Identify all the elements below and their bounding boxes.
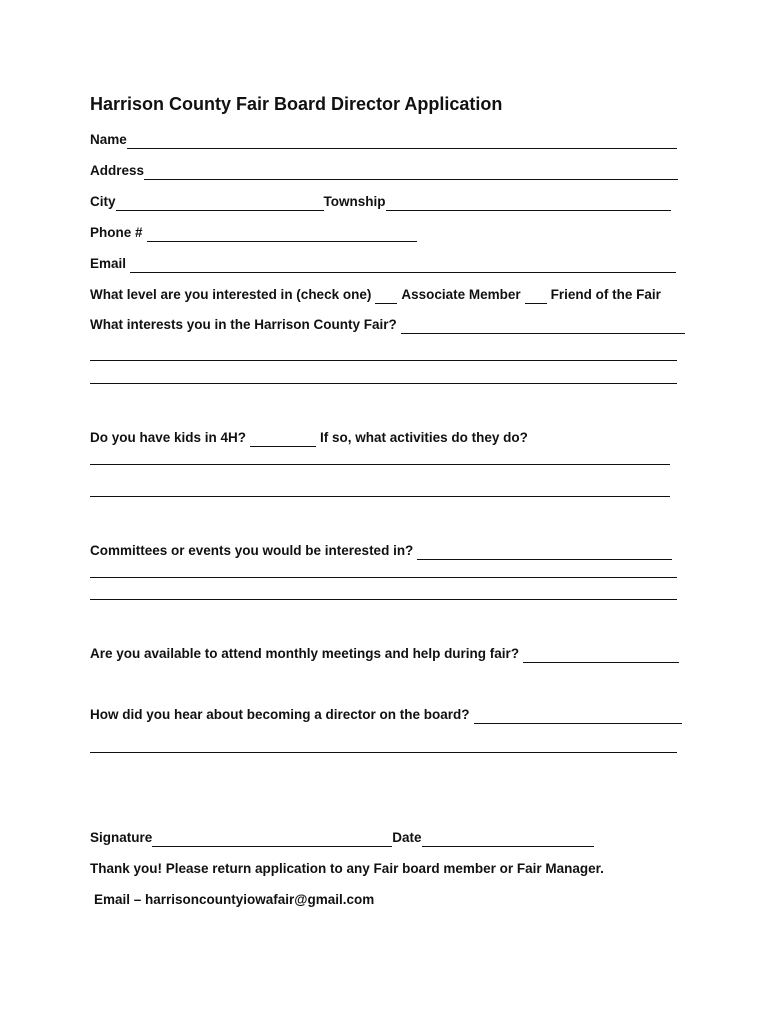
signature-date-row (90, 829, 594, 847)
kids-question: Do you have kids in 4H? (90, 430, 247, 445)
form-title: Harrison County Fair Board Director Application (90, 94, 503, 114)
associate-member-label: Associate Member (401, 287, 521, 302)
committees-question: Committees or events you would be interested in? (90, 543, 414, 558)
city-label: City (90, 194, 116, 209)
email-field[interactable] (130, 258, 676, 273)
phone-label: Phone # (90, 225, 143, 240)
committees-answer-line-2[interactable] (90, 599, 677, 600)
interests-question: What interests you in the Harrison County Fair? (90, 317, 397, 332)
kids-row (90, 429, 528, 447)
date-field[interactable] (422, 832, 594, 847)
hear-field[interactable] (474, 709, 682, 724)
hear-answer-line[interactable] (90, 752, 677, 753)
city-field[interactable] (116, 196, 324, 211)
address-row (90, 162, 678, 180)
availability-row (90, 645, 679, 663)
level-row (90, 286, 661, 304)
kids-field[interactable] (250, 432, 316, 447)
city-township-row (90, 193, 671, 211)
interests-answer-line-1[interactable] (90, 360, 677, 361)
email-label: Email (90, 256, 127, 271)
contact-email-text: Email – harrisoncountyiowafair@gmail.com (94, 892, 375, 907)
interests-field[interactable] (401, 319, 685, 334)
committees-field[interactable] (417, 545, 672, 560)
township-label: Township (323, 194, 386, 209)
name-row (90, 131, 677, 149)
availability-question: Are you available to attend monthly meetings and help during fair? (90, 646, 520, 661)
phone-field[interactable] (147, 227, 417, 242)
friend-of-fair-label: Friend of the Fair (550, 287, 661, 302)
contact-email-row (94, 891, 374, 909)
hear-question: How did you hear about becoming a director on the board? (90, 707, 470, 722)
hear-row (90, 706, 682, 724)
availability-field[interactable] (523, 648, 679, 663)
signature-label: Signature (90, 830, 153, 845)
committees-answer-line-1[interactable] (90, 577, 677, 578)
interests-answer-line-2[interactable] (90, 383, 677, 384)
friend-of-fair-checkbox[interactable] (525, 289, 547, 304)
kids-followup: If so, what activities do they do? (320, 430, 528, 445)
thank-you-row (90, 860, 604, 878)
date-label: Date (392, 830, 422, 845)
address-field[interactable] (144, 165, 678, 180)
kids-answer-line-1[interactable] (90, 464, 670, 465)
address-label: Address (90, 163, 145, 178)
name-label: Name (90, 132, 127, 147)
phone-row (90, 224, 417, 242)
email-row (90, 255, 676, 273)
name-field[interactable] (127, 134, 677, 149)
associate-member-checkbox[interactable] (375, 289, 397, 304)
township-field[interactable] (386, 196, 671, 211)
committees-row (90, 542, 672, 560)
level-question: What level are you interested in (check one) (90, 287, 372, 302)
signature-field[interactable] (152, 832, 392, 847)
thank-you-text: Thank you! Please return application to any Fair board member or Fair Manager. (90, 861, 604, 876)
interests-row (90, 316, 685, 334)
kids-answer-line-2[interactable] (90, 496, 670, 497)
